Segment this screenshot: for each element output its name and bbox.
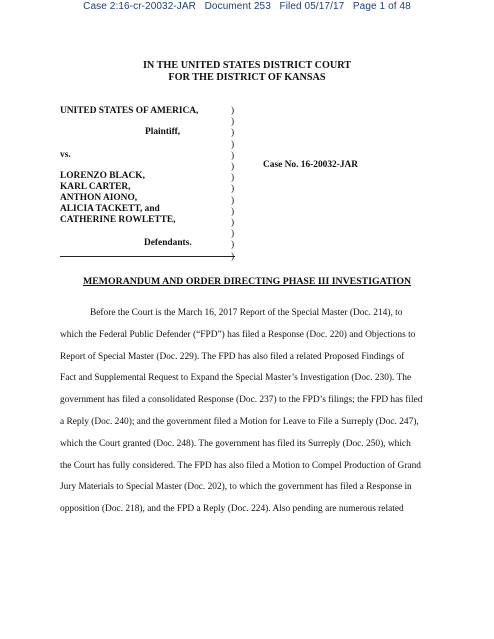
defendant-name: CATHERINE ROWLETTE, — [60, 215, 176, 225]
court-heading-line-2: FOR THE DISTRICT OF KANSAS — [168, 72, 326, 83]
caption-paren-column: ) ) ) ) ) ) ) ) ) ) ) ) ) ) — [231, 106, 235, 262]
body-line: Fact and Supplemental Request to Expand the Special Master’s Investigation (Doc. 230). The — [60, 373, 412, 384]
caption-underline — [60, 256, 235, 257]
memo-title — [0, 271, 494, 289]
defendant-name: LORENZO BLACK, — [60, 171, 145, 181]
plaintiff-label: Plaintiff, — [145, 127, 181, 137]
defendant-name: ALICIA TACKETT, and — [60, 204, 160, 214]
body-line: which the Federal Public Defender (“FPD”) has filed a Response (Doc. 220) and Objections to — [60, 329, 416, 340]
body-line: government has filed a consolidated Response (Doc. 237) to the FPD’s filings; the FPD has filed — [60, 395, 423, 406]
body-line: Jury Materials to Special Master (Doc. 202), to which the government has filed a Response in — [60, 482, 412, 493]
docket-header-stamp: Case 2:16-cr-20032-JAR Document 253 Filed 05/17/17 Page 1 of 48 — [83, 1, 411, 12]
defendant-name: KARL CARTER, — [60, 182, 131, 192]
case-number: Case No. 16-20032-JAR — [263, 160, 359, 170]
court-heading — [0, 60, 494, 84]
defendants-label: Defendants. — [144, 238, 192, 248]
body-line: opposition (Doc. 218), and the FPD a Reply (Doc. 224). Also pending are numerous related — [60, 504, 404, 515]
body-line: which the Court granted (Doc. 248). The government has filed its Surreply (Doc. 250), which — [60, 438, 411, 449]
body-line: Before the Court is the March 16, 2017 Report of the Special Master (Doc. 214), to — [90, 308, 403, 318]
defendant-name: ANTHON AIONO, — [60, 193, 138, 203]
body-line: a Reply (Doc. 240); and the government filed a Motion for Leave to File a Surreply (Doc. 247), — [60, 416, 419, 427]
memo-title-text: MEMORANDUM AND ORDER DIRECTING PHASE III INVESTIGATION — [82, 276, 412, 287]
body-line: the Court has fully considered. The FPD has also filed a Motion to Compel Production of Grand — [60, 460, 421, 471]
body-line: Report of Special Master (Doc. 229). The FPD has also filed a related Proposed Findings of — [60, 351, 405, 362]
court-heading-line-1: IN THE UNITED STATES DISTRICT COURT — [142, 60, 352, 71]
versus-label: vs. — [60, 150, 71, 160]
plaintiff-name: UNITED STATES OF AMERICA, — [60, 106, 199, 116]
body-paragraph — [60, 303, 434, 521]
